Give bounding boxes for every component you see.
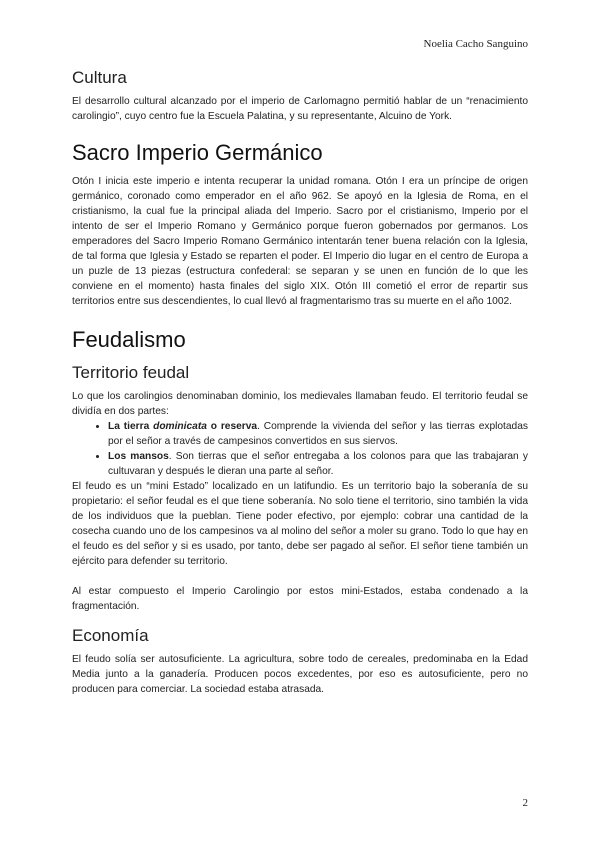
bullet2-text: . Son tierras que el señor entregaba a los colonos para que las trabajaran y cultuvaran y después le dieran una parte al señor.	[108, 451, 528, 477]
section-title-feudalismo: Feudalismo	[72, 327, 186, 352]
paragraph-cultura: El desarrollo cultural alcanzado por el imperio de Carlomagno permitió hablar de un “renacimiento carolingio”, cuyo centro fue la Escuela Palatina, y su representante, Alcuino de York.	[72, 96, 528, 122]
page-content	[72, 68, 528, 697]
bullet1-text: . Comprende la vivienda del señor y las tierras explotadas por el señor a través de campesinos convertidos en sus siervos.	[108, 421, 528, 447]
bullet2-bold: Los mansos	[108, 451, 169, 462]
paragraph-fragmentacion: Al estar compuesto el Imperio Carolingio por estos mini-Estados, estaba condenado a la fragmentación.	[72, 586, 528, 612]
bullet-list	[72, 419, 528, 479]
paragraph-territorio-intro: Lo que los carolingios denominaban dominio, los medievales llamaban feudo. El territorio feudal se dividía en dos partes:	[72, 391, 528, 417]
page-header-author: Noelia Cacho Sanguino	[423, 38, 528, 50]
paragraph-economia: El feudo solía ser autosuficiente. La agricultura, sobre todo de cereales, predominaba en la Edad Media junto a la ganadería. Producen pocos excedentes, por eso es autosuficiente, pero no producen para comerciar. La sociedad estaba atrasada.	[72, 654, 528, 695]
bullet1-bold-italic: dominicata	[153, 421, 207, 432]
paragraph-sacro-imperio: Otón I inicia este imperio e intenta recuperar la unidad romana. Otón I era un príncipe de origen germánico, coronado como emperador en el año 962. Se apoyó en la Iglesia de Roma, en el cristianismo, la cual fue la principal aliada del Imperio. Sacro por el cristianismo, Imperio por el intento de ser el Imperio Romano y Germánico porque fueron gobernados por germanos. Los emperadores del Sacro Imperio Romano Germánico intentarán tener buena relación con la Iglesia, de tal forma que Iglesia y Estado se reparten el poder. El Imperio dio lugar en el centro de Europa a un puzle de 13 piezas (estructura confederal: se separan y se unen en función de lo que les conviene en el momento) hasta finales del siglo XIX. Otón III cometió el error de repartir sus territorios entre sus descendientes, lo cual llevó al fragmentarismo tras su muerte en el año 1002.	[72, 176, 528, 307]
section-title-sacro-imperio: Sacro Imperio Germánico	[72, 140, 323, 165]
paragraph-feudo-mini-estado: El feudo es un “mini Estado” localizado en un latifundio. Es un territorio bajo la soberanía de su propietario: el señor feudal es el que tiene soberanía. No solo tiene el territorio, sino también la vida de los individuos que la pueblan. Tiene poder efectivo, por ejemplo: cobrar una cantidad de la cosecha cuando uno de los campesinos va al molino del señor a moler su grano. Todo lo que hay en el feudo es del señor y si es usado, por tanto, debe ser pagado al señor. El señor tiene también un ejército para defender su territorio.	[72, 481, 528, 567]
bullet1-bold-b: o reserva	[206, 421, 258, 432]
section-title-territorio-feudal: Territorio feudal	[72, 363, 190, 382]
page-number: 2	[522, 797, 528, 809]
list-item-tierra-dominicata	[108, 419, 528, 449]
section-title-cultura: Cultura	[72, 68, 127, 87]
list-item-mansos	[108, 449, 528, 479]
bullet1-bold-a: La tierra	[108, 421, 154, 432]
section-title-economia: Economía	[72, 626, 149, 645]
